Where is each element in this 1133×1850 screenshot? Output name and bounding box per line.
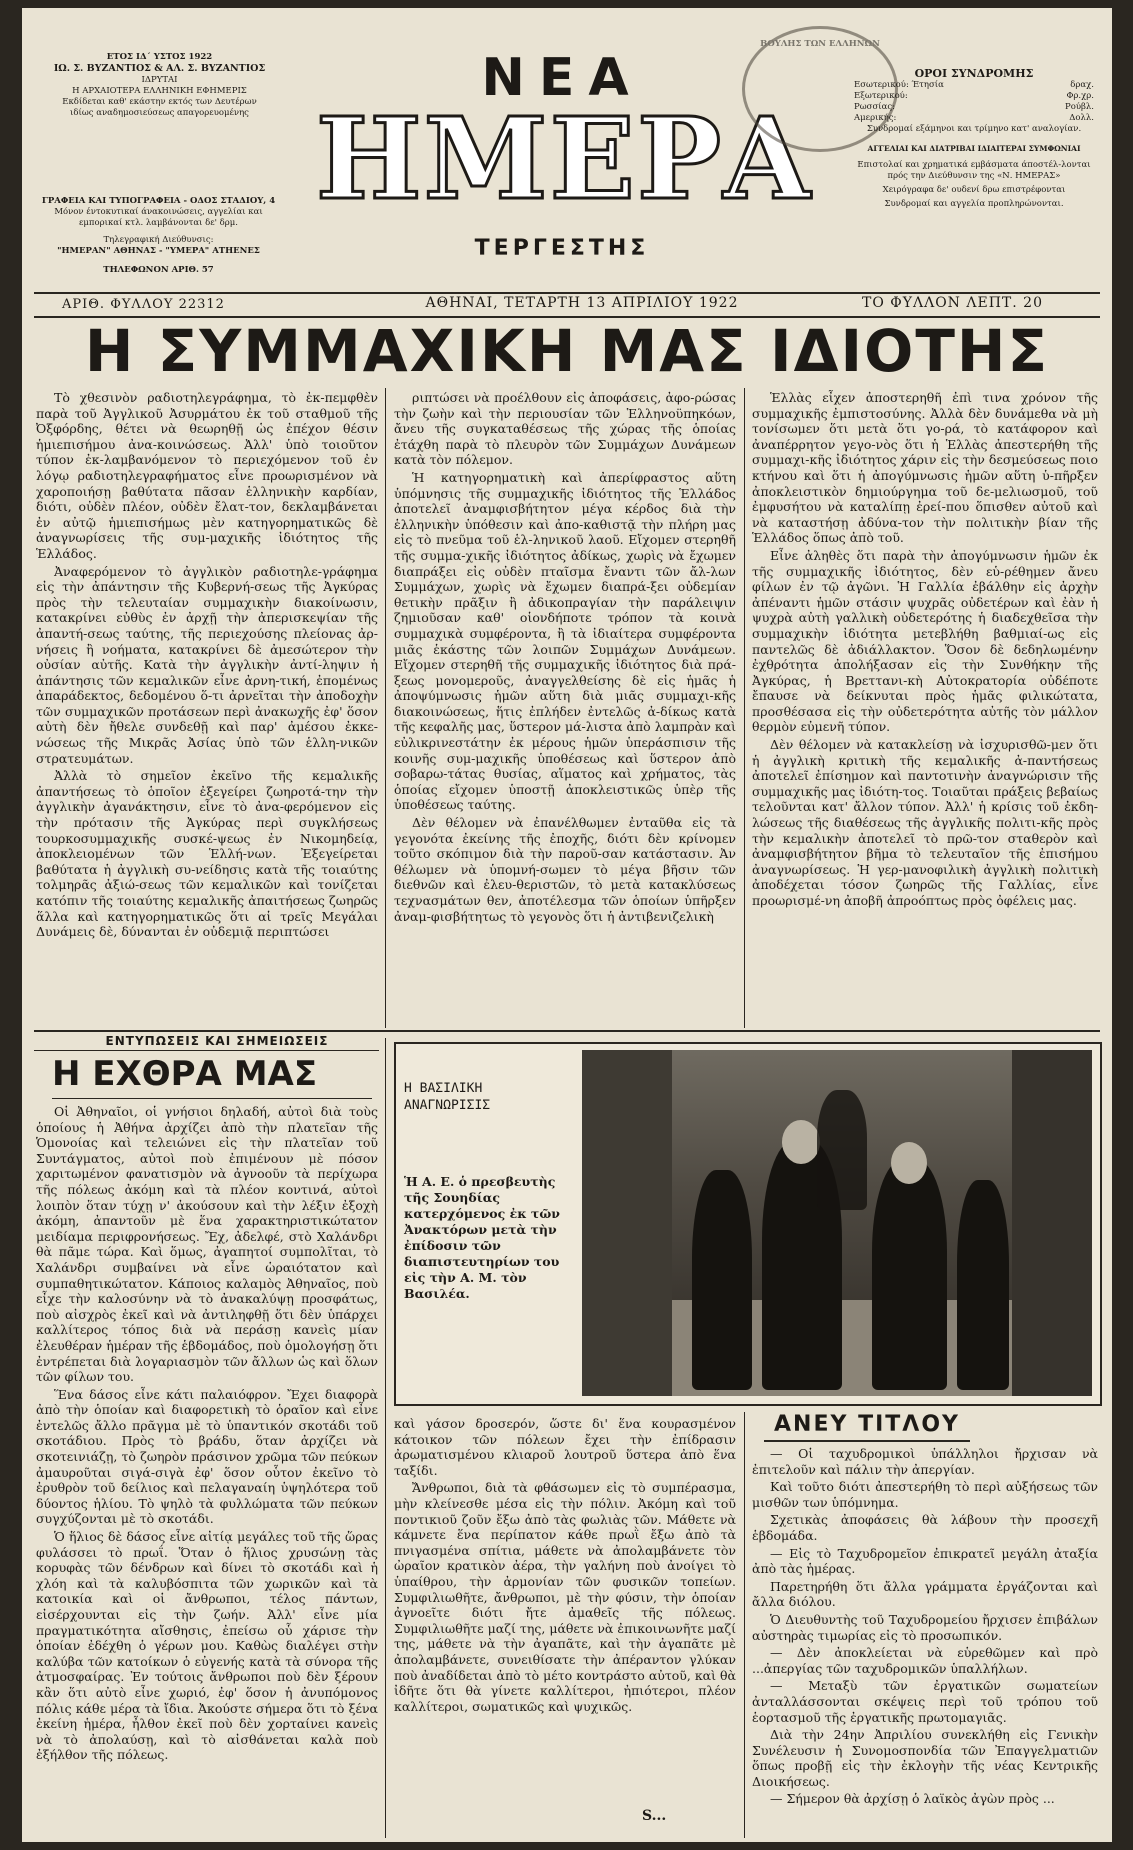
article2-signature: S... [642, 1808, 667, 1824]
subscription-rows [854, 80, 1094, 124]
subscription-row-value: Δολλ. [1069, 113, 1094, 123]
photo-caption-title: Η ΒΑΣΙΛΙΚΗ ΑΝΑΓΝΩΡΙΣΙΣ [404, 1081, 491, 1113]
subscription-row [854, 80, 1094, 91]
issue-number: ΑΡΙΘ. ΦΥΛΛΟΥ 22312 [62, 297, 225, 312]
phone-number: ΤΗΛΕΦΩΝΟΝ ΑΡΙΘ. 57 [103, 265, 214, 275]
figure-face [782, 1120, 820, 1164]
oldest-label: Η ΑΡΧΑΙΟΤΕΡΑ ΕΛΛΗΝΙΚΗ ΕΦΗΜΕΡΙΣ [72, 86, 247, 96]
article2-cont-para: Ἄνθρωποι, διὰ τὰ φθάσωμεν εἰς τὸ συμπέρασμα, μὴν κλείνεσθε μέσα εἰς τὴν πόλιν. Ἀκόμη καὶ τοῦ ποντικιοῦ ζοῦν ἔξω ἀπὸ τὰς φωλιὰς τῶν. Μάθετε νὰ κάμνετε ἕνα περίπατον κάθε πρωῒ ἔξω ἀπὸ τὰ πνιγασμένα σπίτια, μάθετε νὰ ἀπολαμβάνετε τὸν ὠραῖον κρατικὸν ἀέρα, τὴν γαλήνη ποὺ ἀνοίγει τὸ ὑπαίθρου, τὴν ἀρμονίαν τῶν φυσικῶν τοπείων. Συμφιλιωθῆτε, ἄνθρωποι, μὲ τὴν φύσιν, τὴν ὁποίαν ἀγνοεῖτε διότι ἤτε ἀμαθεῖς τῆς πόλεως. Συμφιλιωθῆτε μαζί της, μάθετε νὰ ἐπικοινωνῆτε μαζί της, μάθετε νὰ τὴν ἀγαπᾶτε, καὶ τὴν ἀγαπᾶτε μὲ ἀπολαμβάνετε, συνειθίσατε τὴν ἀπέραντον γλύκαν ποὺ ἀναδίδεται ἀπὸ τὸ μέτο κοντράστο αὐτοῦ, καὶ θὰ ἰδῆτε ὅτι θὰ γίνετε καλλίτεροι, ἠπιότεροι, πλέον καλλίτεροι, σωματικῶς καὶ ψυχικῶς. [394, 1480, 736, 1714]
figure-officer [872, 1160, 947, 1390]
article2-column [36, 1104, 378, 1832]
left-note-3: Μόνον έντοκυτικαί άνακοινώσεις, αγγελίαι και [54, 207, 263, 217]
year-line: ΕΤΟΣ ΙΔ΄ ΥΣΤΟΣ 1922 [106, 52, 213, 62]
article3-para: — Μεταξὺ τῶν ἐργατικῶν σωματείων ἀνταλλάσσονται σκέψεις περὶ τοῦ τρόπου τοῦ ἑορτασμοῦ τῆς ἐργατικῆς πρωτομαγιᾶς. [752, 1678, 1098, 1725]
prepaid-note: Συνδρομαί και αγγελία προπληρώνονται. [884, 199, 1064, 209]
telegraph-label: Τηλεγραφική Διεύθυνσις: [103, 235, 214, 245]
left-note-4: εμπορικαί κτλ. λαμβάνονται δε' δρμ. [79, 218, 238, 228]
photo-column-left [582, 1050, 672, 1396]
article3-para: Παρετηρήθη ὅτι ἄλλα γράμματα ἐργάζονται καὶ ἄλλα διόλου. [752, 1578, 1098, 1610]
figure-background [817, 1090, 867, 1210]
subscription-row-value: Ρούβλ. [1064, 102, 1094, 112]
letters-note: Επιστολαί και χρηματικά εμβάσματα άποστέλ-λονται πρός την Διεύθυνσιν της «Ν. ΗΜΕΡΑΣ» [857, 160, 1091, 181]
article3-para: — Δὲν ἀποκλείεται νὰ εὑρεθῶμεν καὶ πρὸ ...ἀπεργίας τῶν ταχυδρομικῶν ὑπαλλήλων. [752, 1645, 1098, 1676]
photo-caption-body: Ἡ Α. Ε. ὁ πρεσβευτὴς τῆς Σουηδίας κατερχόμενος ἐκ τῶν Ἀνακτόρων μετὰ τὴν ἐπίδοσιν τῶν διαπιστευτηρίων του εἰς τὴν Α. Μ. τὸν Βασιλέα. [404, 1174, 560, 1301]
ceremony-photo [582, 1050, 1092, 1396]
title-top: ΝΕΑ [481, 48, 643, 108]
main-headline: Η ΣΥΜΜΑΧΙΚΗ ΜΑΣ ΙΔΙΟΤΗΣ [84, 317, 1050, 385]
article2-cont-para: καὶ γάσον δροσερόν, ὥστε δι' ἕνα κουρασμένον κάτοικον τῶν πόλεων ἔχει τὴν ἐπίδρασιν ἀρωματισμένου κλιαροῦ λουτροῦ ὕστερα ἀπὸ ἕνα ταξίδι. [394, 1416, 736, 1478]
subscription-row-label: Εσωτερικού: Έτησία [854, 80, 944, 90]
left-note-1: Εκδίδεται καθ' εκάστην εκτός των Δευτέρων [62, 97, 257, 107]
column-rule [385, 1038, 386, 1838]
figure-face [891, 1142, 927, 1184]
article2-para: Ὁ ἥλιος δὲ δάσος εἶνε αἰτίᾳ μεγάλες τοῦ τῆς ὥρας φυλάσσει τὸ πρωΐ. Ὅταν ὁ ἥλιος χρυσώνῃ τὰς κορυφὰς τῶν δένδρων καὶ δίνει τὸ σκοτάδι καὶ ἡ χλόη καὶ τὰ καλυβόσπιτα τῶν χωρικῶν καὶ τὰ κατοικία καὶ οἱ ἄνθρωποι, τέλος πάντων, εἰσέρχουνται εἰς τὴν ζωήν. Ἀλλ' εἶνε μία πραγματικότητα αἴσθησις, ἐπείσω οὗ χάρισε τὴν ὁποίαν ἐδέχθη ὁ γέρων μου. Καθὼς διαλέγει στὴν καλύβα τῶν κατοίκων ὁ εὐγενής κατὰ τὰ σύνορα τῆς ἀτμοσφαίρας. Ἐν τούτοις ἄνθρωποι ποὺ δὲν ξέρουν κἂν ὅτι αὐτὸ εἶνε χωριό, ἐφ' ὅσον ἡ ἀνυπόμονος πόλις κάθε μέρα τὰ ἴδια. Ἀκούστε σήμερα ὅτι τὸ ξένα ἐκείνη ἡμέρα, ἦλθον ἐκεῖ ποὺ δὲν χορταίνει κανεὶς νὰ τὸ ἀπολαύσῃ, καὶ τὸ αἰσθάνεται καλὰ ποὺ ἐξήλθον τῆς πόλεως. [36, 1529, 378, 1763]
article2-title: Η ΕΧΘΡΑ ΜΑΣ [52, 1054, 318, 1094]
subscription-row-label: Αμερικής: [854, 113, 897, 123]
subscription-row-label: Εξωτερικού: [854, 91, 908, 101]
masthead-left-block [42, 52, 277, 119]
article3-para: Ὁ Διευθυντὴς τοῦ Ταχυδρομείου ἤρχισεν ἐπιβάλων αὐστηρὰς τιμωρίας εἰς τὸ προσωπικόν. [752, 1611, 1098, 1643]
photo-frame [394, 1042, 1102, 1406]
stamp-text: ΒΟΥΛΗΣ ΤΩΝ ΕΛΛΗΝΩΝ [760, 39, 880, 49]
lead-col1-para: Τὸ χθεσινὸν ραδιοτηλεγράφημα, τὸ ἐκ-πεμφθὲν παρὰ τοῦ Ἀγγλικοῦ Ἀσυρμάτου ἐκ τοῦ σταθμοῦ τῆς Ὀξφόρδης, θέτει νὰ θεωρηθῇ ὡς ἐπέχον θέσιν ἡμιεπισήμου ἀνα-κοινώσεως. Ἀλλ' ὑπὸ τοιοῦτον τύπον ἐκ-λαμβανόμενον τὸ περιεχόμενον τοῦ ἐν λόγῳ ραδιοτηλεγραφήματος εἶνε προωρισμένον νὰ χαροποιήσῃ βαθύτατα πᾶσαν ἑλληνικὴν καρδίαν, διότι, οὐδὲν πλέον, οὐδὲν ἔλατ-τον, δεκλαμβάνεται ἐν αὐτῷ ἡμιεπισήμως μὲν κατηγορηματικῶς δὲ ἀναγνωρίσεις τῆς συμ-μαχικῆς ἰδιότητος τῆς Ἑλλάδος. [36, 390, 378, 561]
section-rule-thin [34, 1050, 379, 1051]
newspaper-page [22, 8, 1112, 1842]
figure-guard [692, 1170, 752, 1390]
lead-col2-para: ριπτώσει νὰ προέλθουν εἰς ἀποφάσεις, ἀφο-ρώσας τὴν ζωὴν καὶ τὴν περιουσίαν τῶν Ἑλληνοϋπηκόων, ἄνευ τῆς συγκαταθέσεως τῆς χώρας τῆς ὁποίας ἐτάχθη παρὰ τὸ πλευρὸν τῶν Συμμάχων Δυνάμεων κατὰ τὸν πόλεμον. [394, 390, 736, 468]
lead-col3-para: Ἑλλὰς εἶχεν ἀποστερηθῆ ἐπὶ τινα χρόνον τῆς συμμαχικῆς ἐμπιστοσύνης. Ἀλλὰ δὲν δυνάμεθα νὰ μὴ τονίσωμεν ὅτι μετὰ ὅτι γο-ρά, τὸ κατάφορον καὶ ἀναπέρρητον γεγο-νὸς ὅτι ἡ Ἑλλὰς ἀπεστερήθη τῆς συμμαχι-κῆς ἰδιότητος χάριν εἰς τὴν δεσμεύσεως ποιο κτήνου καὶ ὅτι ἡ ἀπογύμνωσις ἡμῶν αὕτη ὑ-πῆρξεν ἀποκλειστικὸν δημιούργημα τοῦ δε-μελιωσμοῦ, τοῦ ἐμφυσήτου νὰ καταλίπῃ ἐρεί-που ὅπισθεν αὐτοῦ καὶ νὰ καταστήσῃ ἀδύνα-τον τὴν πολιτικὴν βίαν τῆς Ἑλλάδος ὅπως ἀπὸ τοῦ. [752, 390, 1098, 546]
article3-para: Καὶ τοῦτο διότι ἀπεστερήθη τὸ περὶ αὐξήσεως τῶν μισθῶν των ὑπόμνημα. [752, 1479, 1098, 1510]
founded-label: ΙΔΡΥΤΑΙ [141, 75, 178, 85]
lead-col3-para: Δὲν θέλομεν νὰ κατακλείσῃ νὰ ἰσχυρισθῶ-μεν ὅτι ἡ ἀγγλικὴ κριτικὴ τῆς κεμαλικῆς ἀ-παντήσεως ἀποτελεῖ ἐπίσημον καὶ παντοτινὴν ἀναγνώρισιν τῆς συμμαχικῆς μας ἰδιότη-τος. Τοιαῦται πράξεις βεβαίως τελοῦνται κατ' ἄλλον τύπον. Ἀλλ' ἡ κρίσις τοῦ ἐκδη-λώσεως τῆς διαθέσεως τῆς ἀγγλικῆς πολιτι-κῆς πρὸς τὴν κεμαλικὴν ἀποτελεῖ τὸ πρῶ-τον σταθερὸν καὶ ἀναμφισβήτητον βῆμα τὸ τελευταῖον τῆς ἐπισήμου ἀναγνωρίσεως. Ἡ γερ-μανοφιλικὴ ἀγγλικὴ πολιτικὴ ἀποδέχεται τόσον ζωηρῶς τῆς Γαλλίας, εἶνε προωρισμέ-νη ἀποβῆ ἀπροόπτως πρὸς ὀφέλεις μας. [752, 737, 1098, 908]
masthead-title: ΗΜΕΡΑ [315, 94, 813, 225]
subscription-row [854, 102, 1094, 113]
article2-para: Ἕνα δάσος εἶνε κάτι παλαιόφρον. Ἔχει διαφορὰ ἀπὸ τὴν ὁποίαν καὶ διαφορετικὴ τὸ ὁραῖον καὶ εἶνε ἐντελῶς ἄλλο πρᾶγμα μὲ τὸ ὑπαντικόν σκοτάδι τοῦ σκοτάδιου. Πρὸς τὸ βράδυ, ὅταν ἀρχίζει νὰ σκοτεινιάζῃ, τὸ ζωηρὸν πράσινον χρῶμα τῶν πεύκων ἀμαυροῦται σιγά-σιγὰ ἐφ' ὅσον οὗτον ἐκεῖνο τὸ ἐρυθρὸν τοῦ δείλιος καὶ πελαγαναίη ὑψηλότερα τοῦ δύοντος ἡλίου. Τὸ ψηλὸ τὰ φυλλώματα τῶν πεύκων συγχύζονται μὲ τὸ σκοτάδι. [36, 1386, 378, 1527]
article3-para: — Εἰς τὸ Ταχυδρομεῖον ἐπικρατεῖ μεγάλη ἀταξία ἀπὸ τὰς ἡμέρας. [752, 1545, 1098, 1577]
founders: ΙΩ. Σ. ΒΥΖΑΝΤΙΟΣ & ΑΛ. Σ. ΒΥΖΑΝΤΙΟΣ [53, 63, 266, 74]
photo-column-right [1012, 1050, 1092, 1396]
subscription-row-label: Ρωσσίας: [854, 102, 895, 112]
lead-col1-para: Ἀναφερόμενον τὸ ἀγγλικὸν ραδιοτηλε-γράφημα εἰς τὴν ἀπάντησιν τῆς Κυβερνή-σεως τῆς Ἀγκύρας πρὸς τὴν τελευταίαν συμμαχικὴν διακοίνωσιν, κατακρίνει εὐθὺς ἐν ἀρχῇ τὴν ἀπερισκεψίαν τῆς ἀπαντή-σεως ταύτης, τῆς περιεχούσης πλείονας ἀρ-νήσεις ἢ νοήματα, κατακρίνει δὲ ἀμεσώτερον τὴν οὐσίαν αὐτῆς. Κατὰ τὴν ἀγγλικὴν ἀντί-ληψιν ἡ ἀπάντησις τῶν κεμαλικῶν εἶνε ἀρνη-τική, ἐπομένως ἀπαράδεκτος, δεδομένου ὅ-τι ἀρνεῖται τὴν ἀποδοχὴν τῶν συμμαχικῶν προτάσεων περὶ ἀνακωχῆς ἐφ' ὅσον αὐτὴ δὲν ἤθελε συνδεθῇ καὶ παρ' ἀμέσου ἐκκε-νώσεως τῆς Μικρᾶς Ἀσίας ὑπὸ τῶν ἑλλη-νικῶν στρατευμάτων. [36, 563, 378, 766]
lead-col3-para: Εἶνε ἀληθὲς ὅτι παρὰ τὴν ἀπογύμνωσιν ἡμῶν ἐκ τῆς συμμαχικῆς ἰδιότητος, δὲν εὑ-ρέθημεν ἄνευ φίλων ἐν τῷ ἀγῶνι. Ἡ Γαλλία ἐβάλθην εἰς ἀρχὴν ἀπέναντι ἡμῶν στάσιν ψυχρᾶς οὐδετέρων καὶ ἐὰν ἡ ψυχρὰ αὐτὴ γαλλικὴ οὐδετερότης ἡ διαδεχθεῖσα τὴν συμμαχικὴν ἰδιότητα μετεβλήθη βαθμιαί-ως εἰς παντελῶς δὲ ἀδιάλλακτον. Ὅσον δὲ δεδηλωμένην ἐχθρότητα ἀπολήξασαν εἰς τὴν Συνθήκην τῆς Ἀγκύρας, ἡ Βρεττανι-κὴ Αὐτοκρατορία οὐδέποτε ἔπαυσε νὰ δείκνυται πρὸς ἡμᾶς φιλικώτατα, προσθέσασα εἰς τὴν οὐδετερότητα αὐτῆς τὸν μάλλον θερμὸν εὐμενῆ τύπον. [752, 547, 1098, 735]
telegraph-address: "ΗΜΕΡΑΝ" ΑΘΗΝΑΣ - "ΥΜΕΡΑ" ΑΤΗΕΝΕΣ [57, 246, 260, 256]
left-note-2: ιδίως αναδημοσιεύσεως απαγορευομένης [70, 108, 249, 118]
article3-para: — Σήμερον θὰ ἀρχίσῃ ὁ λαϊκὸς ἀγὼν πρὸς ... [770, 1791, 1055, 1807]
lead-col1-para: Ἀλλὰ τὸ σημεῖον ἐκεῖνο τῆς κεμαλικῆς ἀπαντήσεως τὸ ὁποῖον ἐξεγείρει ζωηροτά-την τὴν ἀγγλικὴν ἀγανάκτησιν, εἶνε τὸ ἀνα-φερόμενον εἰς τὴν πρότασιν τῆς Ἀγκύρας περὶ συγκλήσεως τουρκοσυμμαχικῆς συσκέ-ψεως ἐν Νικομηδείᾳ, ἀποκλειομένων τῶν Ἑλλή-νων. Ἐξεγείρεται βαθύτατα ἡ ἀγγλικὴ συ-νείδησις κατὰ τῆς τοιαύτης τολμηρᾶς ἀξιώ-σεως τῶν κεμαλικῶν καὶ τονίζεται κατόπιν τῆς τοιαύτης κεμαλικῆς ἀπαιτήσεως ζωηρῶς ἅλλα καὶ κατηγορηματικῶς ὅτι αἱ τρεῖς Μεγάλαι Δυνάμεις δὲ, δύνανται ἐν οὐδεμιᾷ περιπτώσει [36, 768, 378, 940]
article2-continued-column [394, 1416, 736, 1816]
lead-column-1 [36, 390, 378, 1028]
article3-title: ΑΝΕΥ ΤΙΤΛΟΥ [774, 1412, 960, 1437]
lead-col2-para: Δὲν θέλομεν νὰ ἐπανέλθωμεν ἐνταῦθα εἰς τὰ γεγονότα ἐκείνης τῆς ἐποχῆς, διότι δὲν κρίνομεν τοῦτο σκόπιμον διὰ τὴν παροῦ-σαν κατάστασιν. Ἀν θέλωμεν νὰ ὑπομνή-σωμεν τὸ μέγα βῆσιν τῶν διεθνῶν καὶ ἐλευ-θεριστῶν, τὸ μετὰ κατακλύσεως τεχνασμάτων θεν, ἀποτέλεσμα τῶν ὁποίων ὑπῆρξεν ἀναμ-φισβήτητως τὸ γεγονὸς ὅτι ἡ ἀντιβενιζελικὴ [394, 815, 736, 924]
ads-note: ΑΓΓΕΛΙΑΙ ΚΑΙ ΔΙΑΤΡΙΒΑΙ ΙΔΙΑΙΤΕΡΑΙ ΣΥΜΦΩΝΙΑΙ [867, 144, 1081, 153]
article3-para: — Οἱ ταχυδρομικοὶ ὑπάλληλοι ἤρχισαν νὰ ἐπιτελοῦν καὶ πάλιν τὴν ἀπεργίαν. [752, 1446, 1098, 1477]
lead-column-3 [752, 390, 1098, 1028]
masthead-office-block [36, 196, 281, 276]
title-underline [764, 1440, 970, 1442]
dateline-rule-top [34, 292, 1100, 294]
subscription-note: Συνδρομαί εξάμηνοι και τρίμηνο κατ' αναλογίαν. [866, 124, 1082, 134]
office-address: ΓΡΑΦΕΙΑ ΚΑΙ ΤΥΠΟΓΡΑΦΕΙΑ - ΟΔΟΣ ΣΤΑΔΙΟΥ, 4 [41, 196, 276, 206]
subscription-row [854, 113, 1094, 124]
subscription-row-value: δραχ. [1070, 80, 1094, 90]
subscription-block [854, 68, 1094, 210]
issue-date: ΑΘΗΝΑΙ, ΤΕΤΑΡΤΗ 13 ΑΠΡΙΛΙΟΥ 1922 [425, 295, 739, 311]
lead-column-2 [394, 390, 736, 1028]
figure-guard [957, 1180, 1009, 1390]
section-banner: ΕΝΤΥΠΩΣΕΙΣ ΚΑΙ ΣΗΜΕΙΩΣΕΙΣ [105, 1034, 329, 1048]
article2-para: Οἱ Ἀθηναῖοι, οἱ γνήσιοι δηλαδή, αὐτοὶ διὰ τοὺς ὁποίους ἡ Ἀθήνα ἀρχίζει ἀπὸ τὴν πλατεῖαν τῆς Ὁμονοίας καὶ τελειώνει εἰς τὴν πλατεῖαν τοῦ Συντάγματος, αὐτοὶ ποὺ ἐπιμένουν μὲ πόσον χαριτωμένον φανατισμὸν νὰ ἀγνοοῦν τὰ περίχωρα τῆς πόλεως ἀκόμη καὶ τὰ πλέον κοντινά, αὐτοὶ λοιπὸν ὅταν τύχῃ ν' ἀκούσουν καὶ τὴν λέξιν ἐξοχὴ ἀκόμη, ἀπαντοῦν μὲ ἕνα χαρακτηριστικώτατον μειδίαμα περιφρονήσεως. Ἔχ, ἀδελφέ, στὸ Χαλάνδρι θὰ πᾶμε τώρα. Καὶ ὅμως, ἀγαπητοί συμπολῖται, τὸ Χαλάνδρι συμβαίνει νὰ εἶνε ὡραιότατον καὶ συμπαθητικώτατον. Κάποιος καλαμὸς Ἀθηναῖος, ποὺ εἶχε τὴν καλοσύνην νὰ τὸ ἀνακαλύψῃ προσφάτως, ποὺ αἰσχρὸς ἐκεῖ καὶ νὰ ἀντιληφθῇ ὅτι δὲν ὑπάρχει καλλίτερος τόπος διὰ νὰ περάσῃ κανεὶς μίαν ἐλευθέραν ἡμέραν τῆς ἑβδομάδος, ποὺ ὁμολογήσῃ ὅτι ἐντρέπεται διὰ λογαριασμὸν τῶν ἄλλων ὡς καὶ ὅλων τῶν φίλων του. [36, 1104, 378, 1385]
manuscripts-note: Χειρόγραφα δε' ουδενί δρω επιστρέφονται [882, 185, 1066, 195]
subscription-heading: ΟΡΟΙ ΣΥΝΔΡΟΜΗΣ [914, 67, 1034, 80]
masthead-subtitle: ΤΕΡΓΕΣΤΗΣ [474, 236, 650, 261]
photo-caption [404, 1080, 564, 1302]
article3-para: Διὰ τὴν 24ην Ἀπριλίου συνεκλήθη εἰς Γενικὴν Συνέλευσιν ἡ Συνομοσπονδία τῶν Ἐπαγγελματιῶν ὅπως προβῇ εἰς τὴν ἐκλογὴν τῆς νέας Κεντρικῆς Διοικήσεως. [752, 1727, 1098, 1789]
article3-para: Σχετικὰς ἀποφάσεις θὰ λάβουν τὴν προσεχῆ ἑβδομάδα. [752, 1512, 1098, 1543]
issue-price: ΤΟ ΦΥΛΛΟΝ ΛΕΠΤ. 20 [862, 295, 1043, 311]
lead-col2-para: Ἡ κατηγορηματικὴ καὶ ἀπερίφραστος αὕτη ὑπόμνησις τῆς συμμαχικῆς ἰδιότητος τῆς Ἑλλάδος ἀποτελεῖ ἀναμφισβήτητον μέγα κέρδος διὰ τὴν ἑλληνικὴν ὑπόθεσιν καὶ ἀπο-καθιστᾷ τὴν πλήρη μας εἰς τὸ πνεῦμα τοῦ ἑλ-ληνικοῦ λαοῦ. Εἴχομεν στερηθῆ τῆς συμμα-χικῆς ἰδιότητος ἀδίκως, χωρὶς νὰ ἔχωμεν διαπράξει εἰς οὐδὲν πταῖσμα ἔναντι τῶν ἄλ-λων Συμμάχων, χωρὶς νὰ ἔχωμεν διαπρά-ξει οὐδεμίαν θετικὴν πρᾶξιν ἢ ἀδικοπραγίαν τὴν παράλειψιν ζημιοῦσαν καθ' οἱονδήποτε τρόπον τὰ κοινὰ συμμαχικὰ συμφέροντα, ἢ τὰ ἰδιαίτερα συμφέροντα μιᾶς ἑκάστης τῶν λοιπῶν Συμμάχων Δυνάμεων. Εἴχομεν στερηθῆ τῆς συμμαχικῆς ἰδιότητος διὰ πρά-ξεως μονομεροῦς, ἀναγγελθείσης δὲ εἰς ἡμᾶς ἡ ἀποψύμνωσις ἡμῶν αὕτη διὰ μιᾶς συμμαχι-κῆς διακοινώσεως, ἥτις ἐπλήδεν ἐντελῶς ἀ-δίκως κατὰ τῆς κεφαλῆς μας, ὕστερον μά-λιστα ἀπὸ λαμπρὰν καὶ εὐλικρινεστάτην ἐκ μέρους ἡμῶν ὑπεράσπισιν τῆς κοινῆς συμ-μαχικῆς ὑποθέσεως καὶ ὕστερον ἀπὸ σοβαρω-τάτας θυσίας, αἵματος καὶ χρήματος, τὰς ὁποίας εἴχομεν ὑποστῇ ἀποκλειστικῶς ὑπὲρ τῆς ὑποθέσεως ταύτης. [394, 469, 736, 813]
subscription-row-value: Φρ.χρ. [1066, 91, 1094, 101]
section-rule [34, 1030, 1100, 1032]
column-rule [744, 388, 745, 1028]
column-rule [385, 388, 386, 1028]
subscription-row [854, 91, 1094, 102]
article3-column [752, 1446, 1098, 1836]
column-rule [744, 1412, 745, 1838]
title-underline [52, 1098, 372, 1099]
